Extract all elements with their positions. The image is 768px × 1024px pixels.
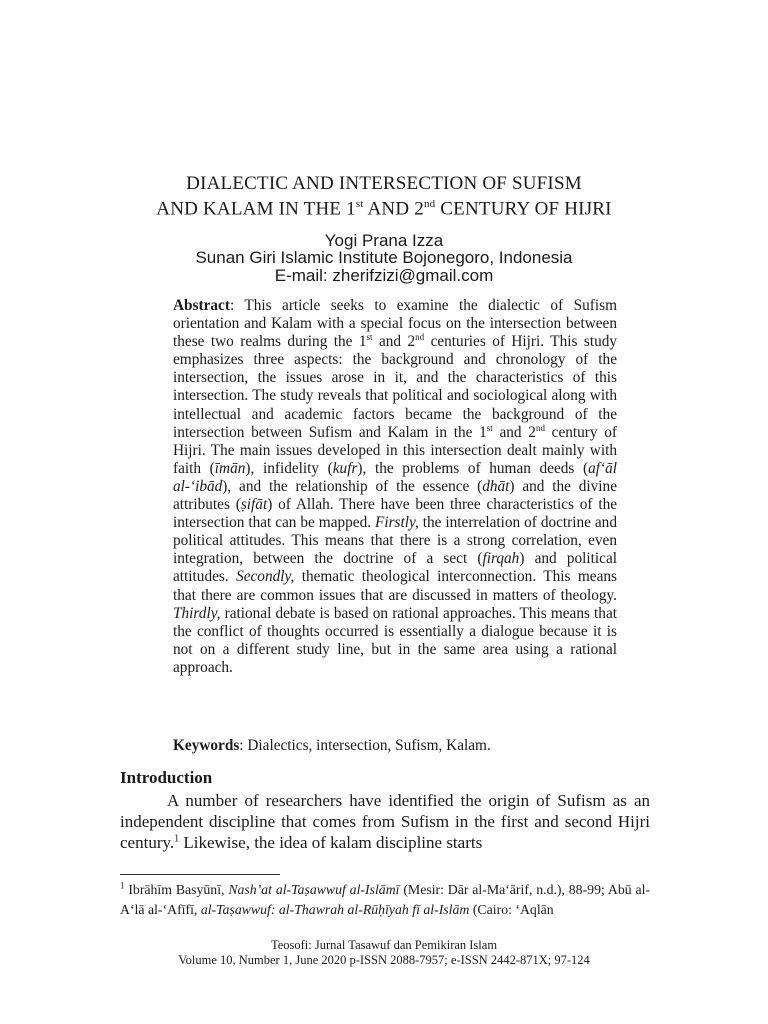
abstract-text: ) of Allah. There have been three characteristics of the intersection that can be mapped. bbox=[173, 496, 618, 532]
term-afal: af‘āl al-‘ibād bbox=[173, 459, 618, 495]
footnote-text: Ibrāhīm Basyūnī, bbox=[124, 882, 229, 897]
abstract-text: ) and the divine attributes ( bbox=[173, 477, 617, 514]
term-secondly: Secondly, bbox=[236, 568, 295, 586]
abstract-sup: st bbox=[366, 332, 373, 343]
abstract-sup: nd bbox=[535, 422, 545, 433]
journal-name: Teosofi: Jurnal Tasawuf dan Pemikiran Islam bbox=[270, 938, 498, 952]
term-sifat: ṣifāt bbox=[240, 496, 268, 514]
footnote-paragraph bbox=[120, 880, 650, 920]
footnote-title: al-Taṣawwuf: al-Thawrah al-Rūḥīyah fī al-Islām bbox=[200, 902, 470, 917]
section-heading-introduction: Introduction bbox=[120, 768, 213, 787]
footnote-reference[interactable]: 1 bbox=[174, 833, 180, 845]
abstract-text: rational debate is based on rational approaches. This means that the conflict of thoughts occurred is essentially a dialogue because it is not on a different study line, but in the same area using a rational approach. bbox=[173, 604, 617, 676]
term-iman: īmān bbox=[214, 459, 246, 477]
abstract-text: and 2 bbox=[492, 423, 536, 441]
footnote-divider bbox=[120, 874, 280, 875]
abstract-text: century of Hijri. The main issues developed in this intersection dealt mainly with faith ( bbox=[173, 423, 617, 477]
abstract-text: ), infidelity ( bbox=[245, 459, 333, 477]
term-dhat: dhāt bbox=[482, 477, 510, 495]
title-text: CENTURY OF HIJRI bbox=[435, 198, 612, 220]
abstract-text: ), the problems of human deeds ( bbox=[357, 459, 589, 477]
abstract-sup: st bbox=[486, 422, 493, 433]
author-name: Yogi Prana Izza bbox=[324, 231, 444, 250]
abstract-label: Abstract bbox=[173, 297, 230, 314]
journal-volume-info: Volume 10, Number 1, June 2020 p-ISSN 2088-7957; e-ISSN 2442-871X; 97-124 bbox=[178, 953, 590, 967]
intro-text: A number of researchers have identified the origin of Sufism as an independent discipline that comes from Sufism in the first and second Hijri century. bbox=[120, 791, 650, 852]
abstract-paragraph bbox=[173, 297, 617, 677]
title-superscript: st bbox=[355, 198, 364, 210]
author-email: E-mail: zherifzizi@gmail.com bbox=[274, 266, 494, 285]
author-affiliation: Sunan Giri Islamic Institute Bojonegoro, Indonesia bbox=[195, 248, 573, 267]
footnote-text: (Mesir: Dār al-Ma‘ārif, n.d.), 88-99; Abū al-A‘lā al-‘Afīfī, bbox=[120, 882, 650, 917]
abstract-text: centuries of Hijri. This study emphasizes three aspects: the background and chronology of the intersection, the issues arose in it, and the characteristics of this intersection. The study reveals that political and sociological along with intellectual and academic factors became the background of the intersection between Sufism and Kalam in the 1 bbox=[173, 333, 618, 441]
term-kufr: kufr bbox=[332, 459, 358, 477]
introduction-paragraph bbox=[120, 790, 650, 853]
footnote-number: 1 bbox=[120, 880, 125, 891]
abstract-text: ), and the relationship of the essence ( bbox=[222, 477, 483, 495]
paper-title-line-1: DIALECTIC AND INTERSECTION OF SUFISM bbox=[186, 173, 582, 194]
title-superscript: nd bbox=[423, 198, 436, 210]
term-firqah: firqah bbox=[482, 550, 520, 568]
abstract-text: and 2 bbox=[372, 333, 416, 351]
footnote-title: Nash’at al-Taṣawwuf al-Islāmī bbox=[228, 882, 400, 897]
intro-text: Likewise, the idea of kalam discipline starts bbox=[179, 833, 483, 852]
keywords-label: Keywords bbox=[173, 737, 240, 754]
abstract-sup: nd bbox=[415, 332, 425, 343]
term-thirdly: Thirdly, bbox=[173, 604, 221, 622]
footnote bbox=[120, 880, 650, 920]
keywords bbox=[173, 737, 491, 755]
paper-title-line-2 bbox=[0, 198, 768, 220]
title-text: AND KALAM IN THE 1 bbox=[156, 198, 356, 220]
abstract bbox=[173, 297, 617, 677]
abstract-text: ) and political attitudes. bbox=[173, 550, 617, 586]
introduction-body bbox=[120, 790, 650, 853]
abstract-text: thematic theological interconnection. This means that there are common issues that are discussed in matters of theology. bbox=[173, 568, 617, 604]
title-text: AND 2 bbox=[363, 198, 424, 220]
abstract-text: the interrelation of doctrine and political attitudes. This means that there is a strong correlation, even integration, between the doctrine of a sect ( bbox=[173, 514, 617, 568]
term-firstly: Firstly, bbox=[375, 514, 419, 532]
abstract-text: : This article seeks to examine the dialectic of Sufism orientation and Kalam with a special focus on the intersection between these two realms during the 1 bbox=[173, 297, 617, 351]
footnote-text: (Cairo: ‘Aqlān bbox=[469, 902, 554, 917]
keywords-text: : Dialectics, intersection, Sufism, Kalam. bbox=[239, 737, 491, 754]
